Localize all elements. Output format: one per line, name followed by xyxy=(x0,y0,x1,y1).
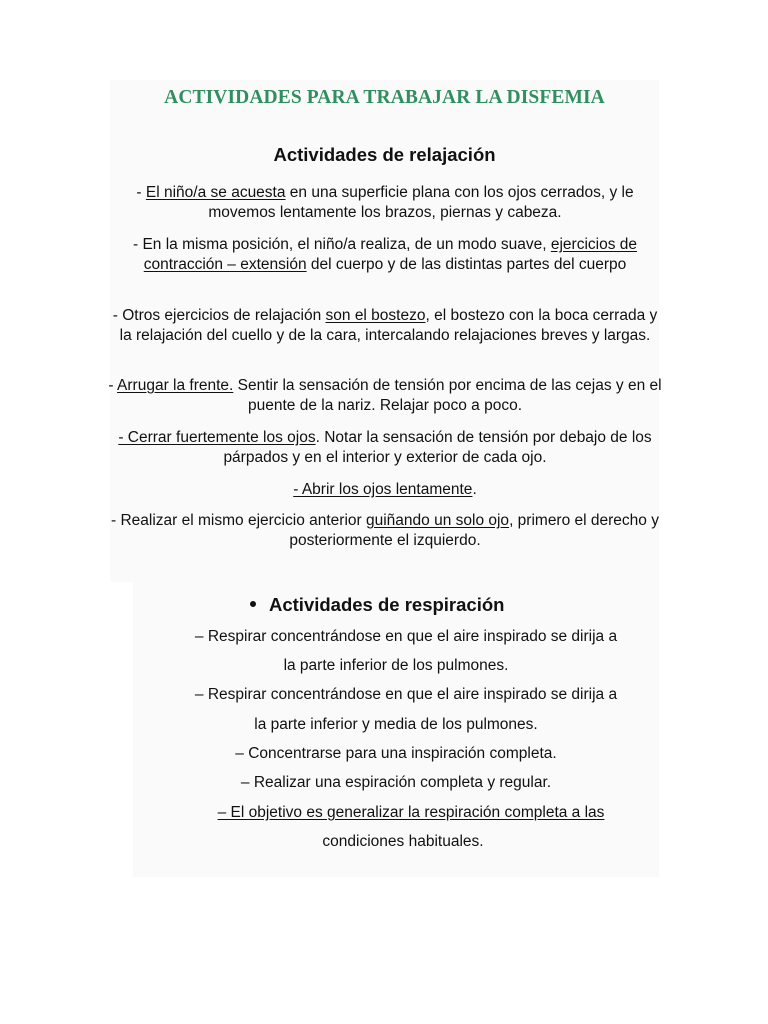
relaxation-paragraph-3: - Otros ejercicios de relajación son el bostezo, el bostezo con la boca cerrada y la relajación del cuello y de la cara, intercalando relajaciones breves y largas. xyxy=(112,307,658,344)
relaxation-paragraph-2: - En la misma posición, el niño/a realiza, de un modo suave, ejercicios de contracción – extensión del cuerpo y de las distintas partes del cuerpo xyxy=(132,236,637,273)
relaxation-paragraph-6: - Abrir los ojos lentamente. xyxy=(293,481,477,498)
breathing-line-6: – Realizar una espiración completa y regular. xyxy=(240,774,552,791)
breathing-line-2: la parte inferior de los pulmones. xyxy=(283,657,509,674)
relaxation-paragraph-1: - El niño/a se acuesta en una superficie plana con los ojos cerrados, y le movemos lentamente los brazos, piernas y cabeza. xyxy=(136,184,634,221)
breathing-line-7: – El objetivo es generalizar la respiración completa a las xyxy=(217,804,605,821)
breathing-heading: Actividades de respiración xyxy=(250,594,504,616)
breathing-line-5: – Concentrarse para una inspiración completa. xyxy=(235,745,557,762)
relaxation-heading: Actividades de relajación xyxy=(273,144,496,165)
breathing-line-1: – Respirar concentrándose en que el aire inspirado se dirija a xyxy=(194,628,618,645)
breathing-line-3: – Respirar concentrándose en que el aire inspirado se dirija a xyxy=(194,686,618,703)
bullet-icon xyxy=(250,601,256,607)
breathing-line-8: condiciones habituales. xyxy=(322,833,484,850)
relaxation-paragraph-7: - Realizar el mismo ejercicio anterior guiñando un solo ojo, primero el derecho y posteriormente el izquierdo. xyxy=(111,512,659,549)
breathing-line-4: la parte inferior y media de los pulmones. xyxy=(254,716,538,733)
relaxation-paragraph-5: - Cerrar fuertemente los ojos. Notar la sensación de tensión por debajo de los párpados y en el interior y exterior de cada ojo. xyxy=(118,429,652,466)
document-title: ACTIVIDADES PARA TRABAJAR LA DISFEMIA xyxy=(164,87,605,108)
relaxation-paragraph-4: - Arrugar la frente. Sentir la sensación de tensión por encima de las cejas y en el puente de la nariz. Relajar poco a poco. xyxy=(108,377,662,414)
